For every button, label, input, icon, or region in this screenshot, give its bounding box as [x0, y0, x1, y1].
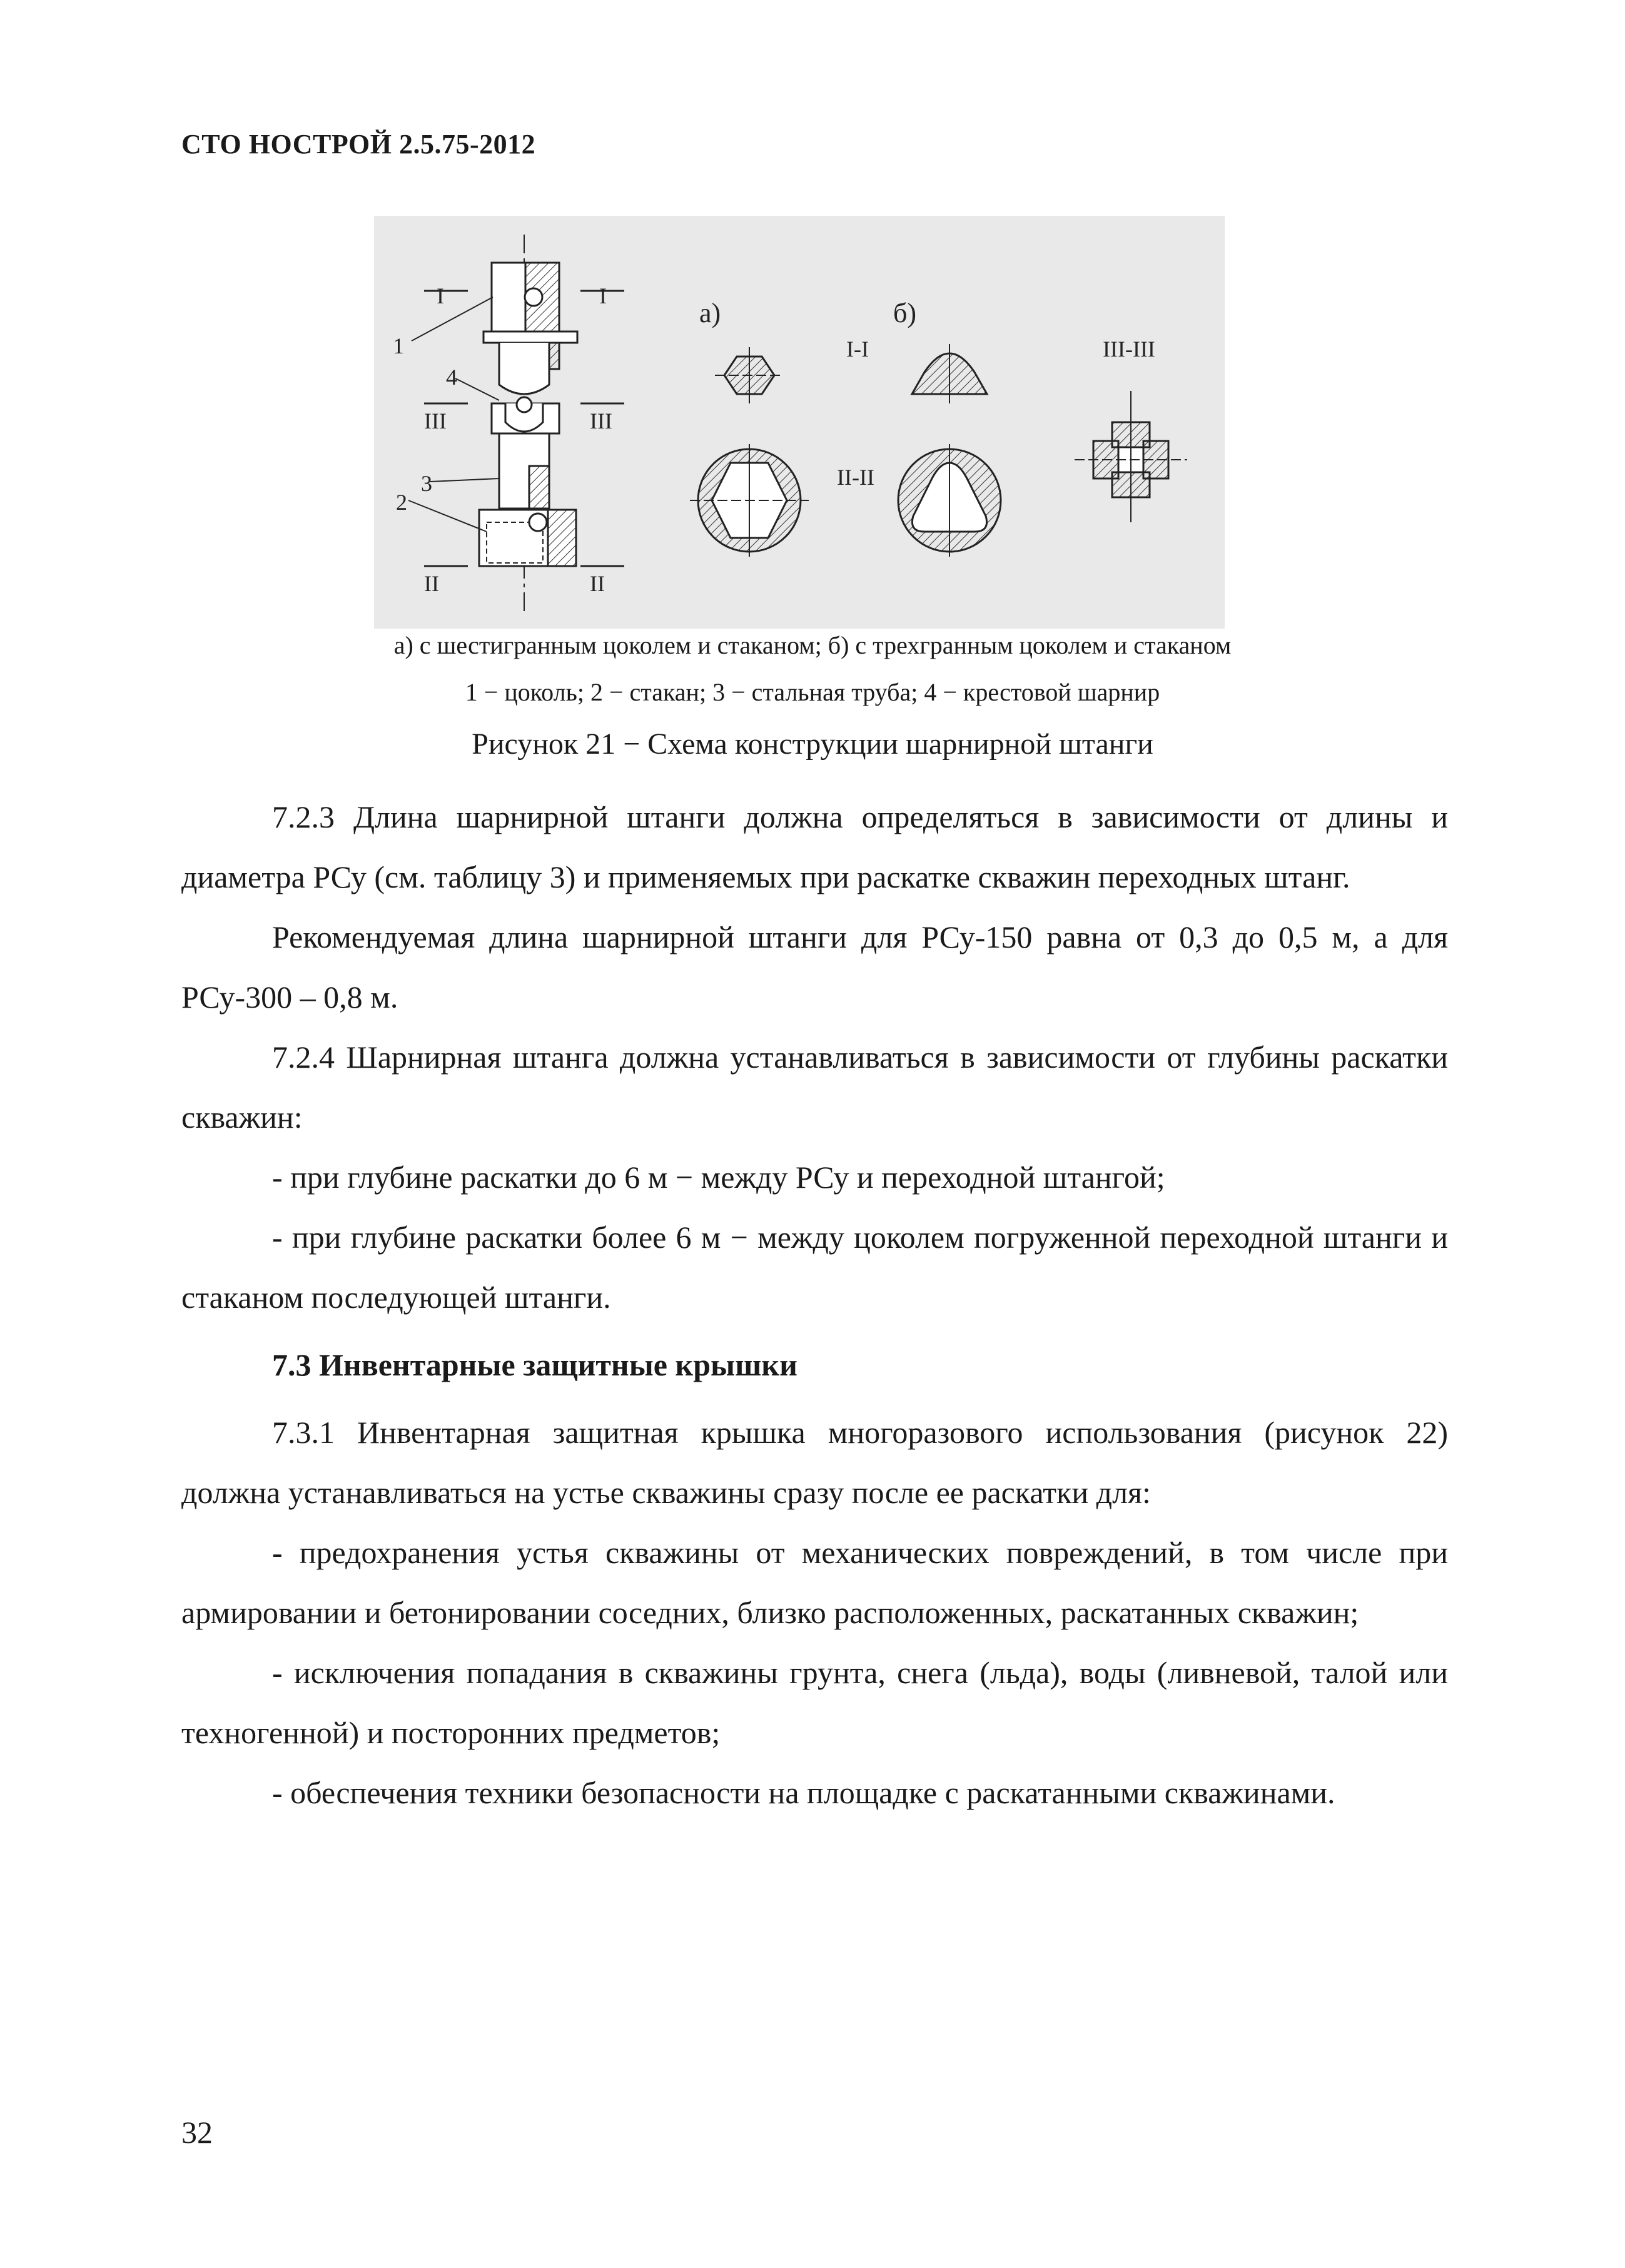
figure-caption-legend: 1 − цоколь; 2 − стакан; 3 − стальная труба; 4 − крестовой шарнир — [465, 678, 1160, 706]
section-I-I-triangular — [912, 344, 987, 403]
paragraph-recommended-length: Рекомендуемая длина шарнирной штанги для РСу-150 равна от 0,3 до 0,5 м, а для РСу-300 – 0,8 м. — [181, 919, 1448, 1015]
section-I-I-hexagonal — [715, 347, 784, 403]
paragraph-7-2-4: 7.2.4 Шарнирная штанга должна устанавливаться в зависимости от глубины раскатки скважин: — [181, 1040, 1448, 1135]
paragraph-7-2-3: 7.2.3 Длина шарнирной штанги должна определяться в зависимости от длины и диаметра РСу (см. таблицу 3) и применяемых при раскатке скважин переходных штанг. — [181, 799, 1448, 894]
section-label-I-left: I — [437, 283, 444, 308]
section-label-III-right: III — [590, 408, 612, 433]
callout-4: 4 — [446, 365, 457, 390]
section-label-III-left: III — [424, 408, 447, 433]
section-heading-7-3: 7.3 Инвентарные защитные крышки — [272, 1347, 797, 1382]
list-item-depth-over-6m: - при глубине раскатки более 6 м − между цоколем погруженной переходной штанги и стаканом последующей штанги. — [181, 1220, 1448, 1315]
document-header: СТО НОСТРОЙ 2.5.75-2012 — [181, 129, 536, 159]
body-text — [181, 787, 1448, 1823]
section-label-II-left: II — [424, 571, 439, 596]
section-label-II-right: II — [590, 571, 605, 596]
view-label-III-III: III-III — [1103, 337, 1155, 362]
section-III-III-cross-hinge — [1075, 391, 1187, 522]
callout-1: 1 — [393, 333, 404, 358]
view-label-I-I: I-I — [846, 337, 869, 362]
variant-b-label: б) — [893, 298, 917, 328]
view-label-II-II: II-II — [837, 465, 874, 490]
section-label-I-right: I — [599, 283, 607, 308]
figure-drawing — [374, 216, 1225, 629]
section-II-II-hexagonal — [690, 444, 809, 557]
paragraph-7-3-1: 7.3.1 Инвентарная защитная крышка многоразового использования (рисунок 22) должна устанавливаться на устье скважины сразу после ее раскатки для: — [181, 1415, 1448, 1510]
page-number: 32 — [181, 2115, 213, 2150]
list-item-exclusion: - исключения попадания в скважины грунта, снега (льда), воды (ливневой, талой или техногенной) и посторонних предметов; — [181, 1655, 1448, 1750]
figure-21-hinged-rod-diagram — [374, 216, 1225, 629]
figure-title: Рисунок 21 − Схема конструкции шарнирной штанги — [472, 727, 1153, 761]
variant-a-label: а) — [699, 298, 721, 328]
section-II-II-triangular — [898, 444, 1001, 557]
list-item-protection: - предохранения устья скважины от механических повреждений, в том числе при армировании и бетонировании соседних, близко расположенных, раскатанных скважин; — [181, 1535, 1448, 1630]
callout-3: 3 — [421, 471, 432, 496]
callout-2: 2 — [396, 490, 407, 515]
list-item-depth-up-to-6m: - при глубине раскатки до 6 м − между РСу и переходной штангой; — [272, 1160, 1165, 1195]
figure-caption-variants: а) с шестигранным цоколем и стаканом; б) с трехгранным цоколем и стаканом — [393, 631, 1232, 659]
list-item-safety: - обеспечения техники безопасности на площадке с раскатанными скважинами. — [272, 1775, 1335, 1810]
